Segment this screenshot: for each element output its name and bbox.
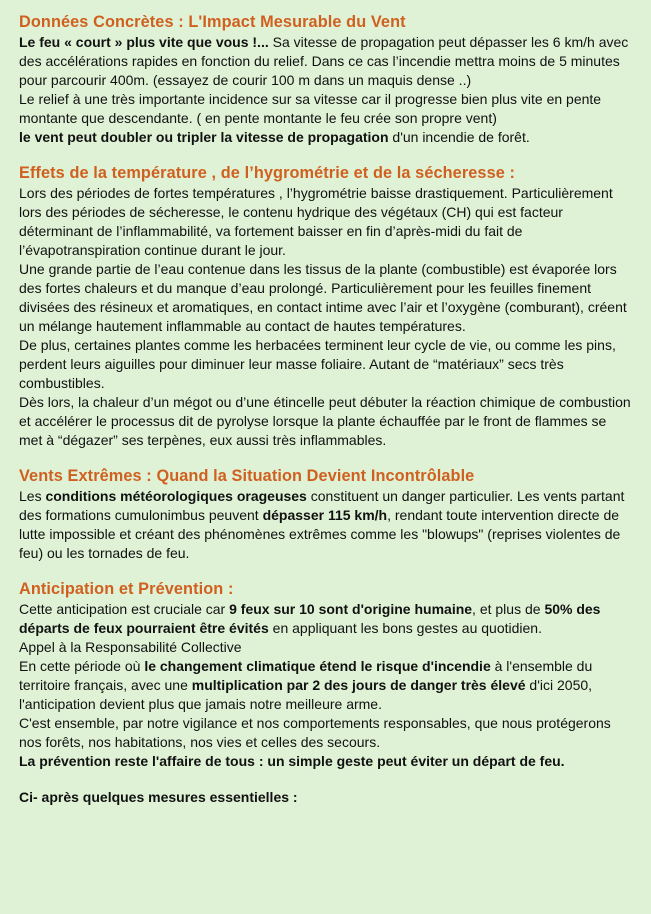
paragraph-plants-cycle: De plus, certaines plantes comme les herbacées terminent leur cycle de vie, ou comme les pins, perdent leurs aiguilles pour diminuer leur masse foliaire. Autant de “matériaux” secs très combustibles. bbox=[19, 337, 616, 391]
section-title-temperature: Effets de la température , de l’hygrométrie et de la sécheresse : bbox=[19, 164, 516, 182]
paragraph-prevention-motto bbox=[19, 752, 633, 771]
bold-measures-intro: Ci- après quelques mesures essentielles : bbox=[19, 789, 298, 805]
paragraph-relief: Le relief à une très importante incidence sur sa vitesse car il progresse bien plus vite en pente montante que descendante. ( en pente montante le feu crée son propre vent) bbox=[19, 91, 602, 126]
text-good-habits: en appliquant les bons gestes au quotidien. bbox=[268, 620, 542, 636]
bold-human-origin: 9 feux sur 10 sont d'origine humaine bbox=[229, 601, 473, 617]
paragraph-combustion: Dès lors, la chaleur d’un mégot ou d’une étincelle peut débuter la réaction chimique de combustion et accélérer le processus dit de pyrolyse lorsque la plante échauffée par le front de flammes se met à “dégazer” ses terpènes, eux aussi très inflammables. bbox=[19, 394, 631, 448]
bold-danger-days: multiplication par 2 des jours de danger très élevé bbox=[191, 677, 526, 693]
text-propagation-speed: Sa vitesse de propagation peut dépasser les 6 km/h avec des accélérations rapides en fonction du relief. Dans ce cas l’incendie mettra moins de 5 minutes pour parcourir 400m. (essayez de courir 100 m dans un maquis dense ..) bbox=[19, 34, 629, 88]
paragraph-wind-multiplier bbox=[19, 128, 633, 147]
text-territory: à l'ensemble du territoire français, avec une bbox=[19, 658, 593, 693]
text-and-more: , et plus de bbox=[472, 601, 545, 617]
section-title-prevention: Anticipation et Prévention : bbox=[19, 580, 234, 598]
paragraph-hygrometry: Lors des périodes de fortes températures , l’hygrométrie baisse drastiquement. Particulièrement lors des périodes de sécheresse, le contenu hydrique des végétaux (CH) qui est facteur déterminant de l’inflammabilité, va fortement baisser en fin d’après-midi du fait de l’évapotranspiration continue durant le jour. bbox=[19, 185, 613, 258]
text-period: En cette période où bbox=[19, 658, 145, 674]
paragraph-fire-speed bbox=[19, 33, 633, 90]
paragraph-water-evaporation: Une grande partie de l’eau contenue dans les tissus de la plante (combustible) est évaporée lors des fortes chaleurs et du manque d’eau prolongé. Particulièrement pour les feuilles finement divisées des résineux et aromatiques, en contact intime avec l’air et l’oxygène (comburant), créent un mélange hautement inflammable au contact de hautes températures. bbox=[19, 261, 627, 334]
paragraph-together: C'est ensemble, par notre vigilance et nos comportements responsables, que nous protégerons nos forêts, nos habitations, nos vies et celles des secours. bbox=[19, 715, 611, 750]
bold-wind-speed: dépasser 115 km/h bbox=[262, 507, 388, 523]
paragraph-collective-responsibility: Appel à la Responsabilité Collective bbox=[19, 639, 242, 655]
bold-prevention-motto: La prévention reste l'affaire de tous : un simple geste peut éviter un départ de feu. bbox=[19, 753, 565, 769]
bold-wind-doubles-speed: le vent peut doubler ou tripler la vitesse de propagation bbox=[19, 129, 389, 145]
paragraph-storm-conditions bbox=[19, 487, 633, 563]
text-les: Les bbox=[19, 488, 46, 504]
section-title-wind-impact: Données Concrètes : L'Impact Mesurable du Vent bbox=[19, 13, 406, 31]
text-blowups: , rendant toute intervention directe de lutte impossible et créant des phénomènes extrêmes comme les "blowups" (reprises violentes de feu) ou les tornades de feu. bbox=[19, 507, 621, 561]
paragraph-climate-change bbox=[19, 657, 633, 714]
paragraph-measures-intro bbox=[19, 788, 633, 807]
paragraph-human-origin bbox=[19, 600, 633, 638]
text-storm-danger: constituent un danger particulier. Les vents partant des formations cumulonimbus peuvent bbox=[19, 488, 625, 523]
bold-climate-change: le changement climatique étend le risque d'incendie bbox=[144, 658, 491, 674]
section-title-extreme-winds: Vents Extrêmes : Quand la Situation Devient Incontrôlable bbox=[19, 467, 475, 485]
text-anticipation-weapon: d'ici 2050, l'anticipation devient plus que jamais notre meilleure arme. bbox=[19, 677, 593, 712]
text-anticipation: Cette anticipation est cruciale car bbox=[19, 601, 230, 617]
bold-storm-conditions: conditions météorologiques orageuses bbox=[45, 488, 307, 504]
bold-avoidable-fires: 50% des départs de feux pourraient être évités bbox=[19, 601, 601, 636]
text-forest-fire: d'un incendie de forêt. bbox=[388, 129, 530, 145]
bold-fire-runs-faster: Le feu « court » plus vite que vous !... bbox=[19, 34, 269, 50]
